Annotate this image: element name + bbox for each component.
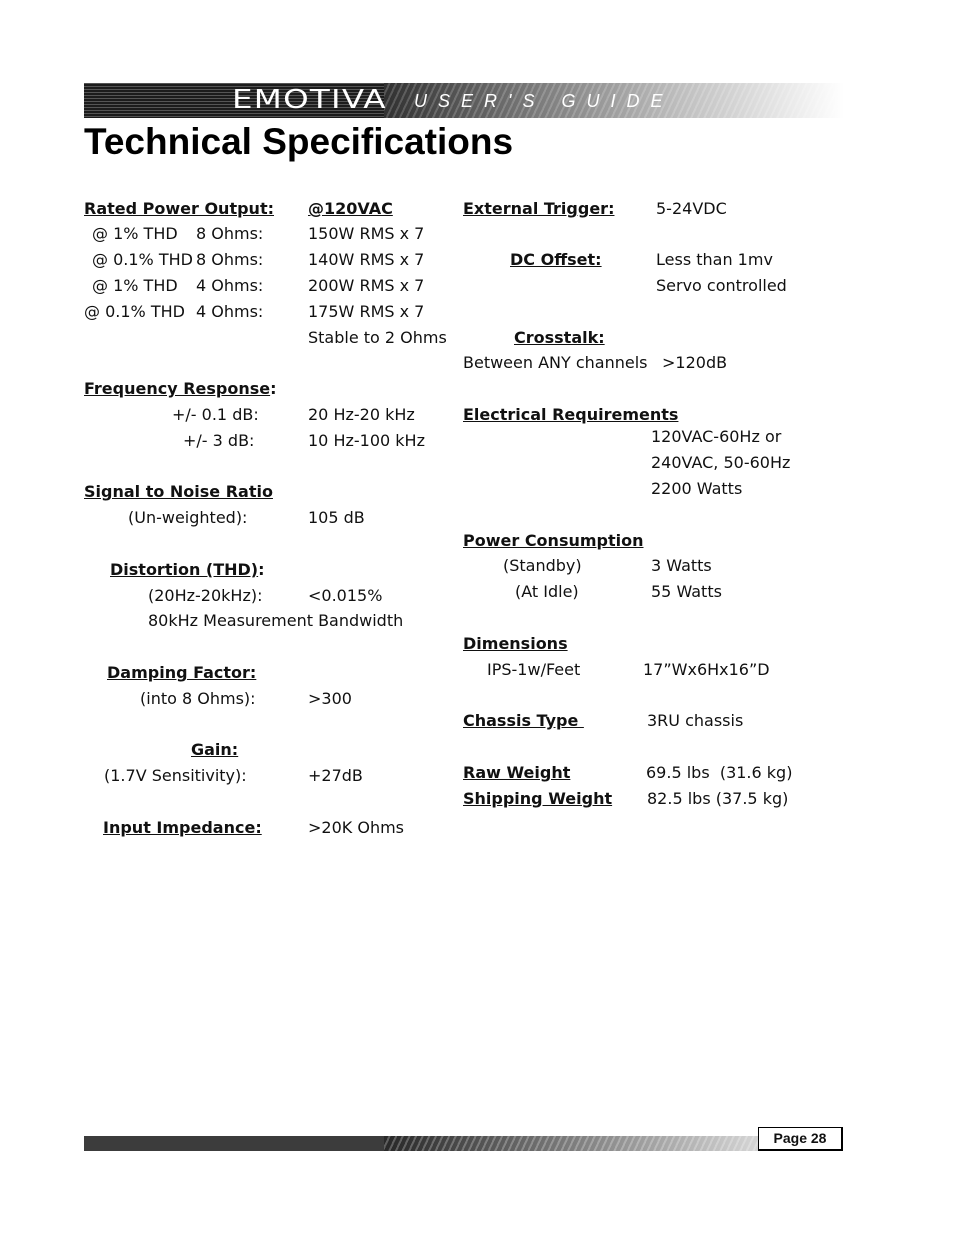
- power-row-load: 4 Ohms:: [196, 276, 264, 295]
- distortion-heading-text: Distortion (THD): [110, 560, 259, 579]
- frequency-heading-colon: :: [270, 379, 277, 398]
- electrical-line: 2200 Watts: [651, 479, 743, 498]
- dc-offset-value: Less than 1mv: [656, 250, 773, 269]
- shipping-weight-value: 82.5 lbs (37.5 kg): [647, 789, 789, 808]
- gain-value: +27dB: [308, 766, 363, 785]
- power-row-value: 200W RMS x 7: [308, 276, 425, 295]
- raw-weight-heading: Raw Weight: [463, 763, 571, 782]
- page-number: Page 28: [758, 1127, 843, 1151]
- trigger-heading: External Trigger:: [463, 199, 615, 218]
- trigger-value: 5-24VDC: [656, 199, 727, 218]
- dimensions-label: IPS-1w/Feet: [487, 660, 581, 679]
- power-consumption-heading: Power Consumption: [463, 531, 644, 550]
- rated-power-voltage: @120VAC: [308, 199, 393, 218]
- dc-offset-heading: DC Offset:: [510, 250, 602, 269]
- power-consumption-label: (Standby): [503, 556, 582, 575]
- footer-bar-solid: [84, 1136, 384, 1151]
- power-row-value: 150W RMS x 7: [308, 224, 425, 243]
- frequency-heading-text: Frequency Response: [84, 379, 271, 398]
- impedance-heading: Input Impedance:: [103, 818, 262, 837]
- power-row-value: 175W RMS x 7: [308, 302, 425, 321]
- crosstalk-label: Between ANY channels: [463, 353, 648, 372]
- chassis-value: 3RU chassis: [647, 711, 744, 730]
- raw-weight-value: 69.5 lbs (31.6 kg): [646, 763, 793, 782]
- power-row-value: 140W RMS x 7: [308, 250, 425, 269]
- damping-value: >300: [308, 689, 352, 708]
- power-row-load: 8 Ohms:: [196, 224, 264, 243]
- power-row-load: 4 Ohms:: [196, 302, 264, 321]
- gain-label: (1.7V Sensitivity):: [104, 766, 247, 785]
- power-row-load: 8 Ohms:: [196, 250, 264, 269]
- distortion-label: (20Hz-20kHz):: [148, 586, 263, 605]
- header-banner: [84, 83, 844, 118]
- power-consumption-label: (At Idle): [515, 582, 579, 601]
- snr-heading: Signal to Noise Ratio: [84, 482, 273, 501]
- dc-offset-value-2: Servo controlled: [656, 276, 787, 295]
- footer-bar: [84, 1136, 764, 1151]
- dimensions-value: 17”Wx6Hx16”D: [643, 660, 770, 679]
- chassis-heading: Chassis Type: [463, 711, 584, 730]
- rated-power-heading: Rated Power Output:: [84, 199, 274, 218]
- distortion-value: <0.015%: [308, 586, 383, 605]
- electrical-heading: Electrical Requirements: [463, 405, 679, 424]
- stable-note: Stable to 2 Ohms: [308, 328, 447, 347]
- electrical-line: 120VAC-60Hz or: [651, 427, 782, 446]
- power-row-thd: @ 1% THD: [92, 276, 178, 295]
- crosstalk-heading: Crosstalk:: [514, 328, 605, 347]
- power-row-thd: @ 0.1% THD: [92, 250, 193, 269]
- crosstalk-value: >120dB: [662, 353, 728, 372]
- frequency-value: 20 Hz-20 kHz: [308, 405, 415, 424]
- impedance-value: >20K Ohms: [308, 818, 404, 837]
- shipping-weight-heading: Shipping Weight: [463, 789, 613, 808]
- gain-heading: Gain:: [191, 740, 239, 759]
- distortion-heading-colon: :: [258, 560, 265, 579]
- frequency-heading: [84, 379, 277, 399]
- power-row-thd: @ 1% THD: [92, 224, 178, 243]
- distortion-note: 80kHz Measurement Bandwidth: [148, 611, 404, 630]
- users-guide-label: USER'S GUIDE: [414, 91, 674, 111]
- emotiva-logo: EMOTIVA: [232, 85, 387, 115]
- dimensions-heading: Dimensions: [463, 634, 568, 653]
- snr-label: (Un-weighted):: [128, 508, 248, 527]
- power-consumption-value: 3 Watts: [651, 556, 712, 575]
- power-consumption-value: 55 Watts: [651, 582, 722, 601]
- electrical-line: 240VAC, 50-60Hz: [651, 453, 791, 472]
- distortion-heading: [110, 560, 265, 580]
- page-title: Technical Specifications: [84, 121, 514, 162]
- frequency-value: 10 Hz-100 kHz: [308, 431, 425, 450]
- damping-heading: Damping Factor:: [107, 663, 257, 682]
- frequency-label: +/- 0.1 dB:: [172, 405, 259, 424]
- snr-value: 105 dB: [308, 508, 365, 527]
- damping-label: (into 8 Ohms):: [140, 689, 256, 708]
- frequency-label: +/- 3 dB:: [183, 431, 255, 450]
- power-row-thd: @ 0.1% THD: [84, 302, 185, 321]
